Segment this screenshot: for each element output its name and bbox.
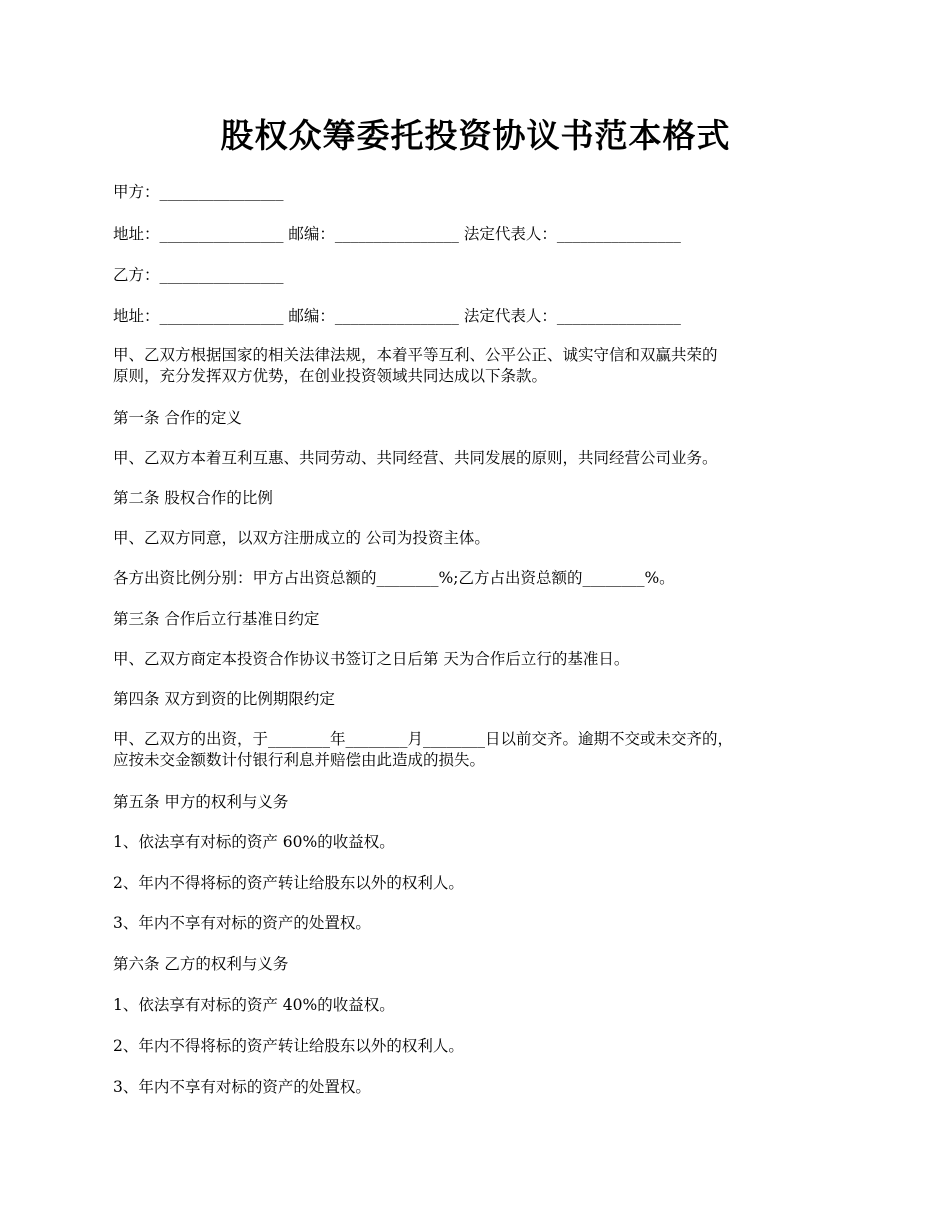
party-b-address-line: 地址：________________ 邮编：________________ 法定代表人：________________ bbox=[113, 307, 681, 325]
preamble-paragraph bbox=[113, 345, 853, 387]
article-2-heading: 第二条 股权合作的比例 bbox=[113, 489, 273, 507]
article-6-item-1: 1、依法享有对标的资产 40%的收益权。 bbox=[113, 996, 395, 1014]
article-1-text: 甲、乙双方本着互利互惠、共同劳动、共同经营、共同发展的原则，共同经营公司业务。 bbox=[113, 449, 718, 467]
article-5-item-1: 1、依法享有对标的资产 60%的收益权。 bbox=[113, 833, 395, 851]
party-b-line: 乙方：________________ bbox=[113, 266, 284, 284]
article-2-text-1: 甲、乙双方同意，以双方注册成立的 公司为投资主体。 bbox=[113, 529, 490, 547]
article-6-heading: 第六条 乙方的权利与义务 bbox=[113, 955, 289, 973]
preamble-line-1: 甲、乙双方根据国家的相关法律法规，本着平等互利、公平公正、诚实守信和双赢共荣的 bbox=[113, 346, 718, 364]
page-title: 股权众筹委托投资协议书范本格式 bbox=[220, 116, 731, 155]
article-4-line-1: 甲、乙双方的出资，于________年________月________日以前交齐。逾期不交或未交齐的， bbox=[113, 730, 734, 748]
article-1-heading: 第一条 合作的定义 bbox=[113, 409, 242, 427]
article-5-item-2: 2、年内不得将标的资产转让给股东以外的权利人。 bbox=[113, 874, 464, 892]
article-2-text-2: 各方出资比例分别：甲方占出资总额的________%;乙方占出资总额的________%。 bbox=[113, 569, 675, 587]
article-5-item-3: 3、年内不享有对标的资产的处置权。 bbox=[113, 914, 371, 932]
preamble-line-2: 原则，充分发挥双方优势，在创业投资领域共同达成以下条款。 bbox=[113, 367, 548, 385]
party-a-line: 甲方：________________ bbox=[113, 183, 284, 201]
article-4-paragraph bbox=[113, 729, 853, 771]
article-3-text: 甲、乙双方商定本投资合作协议书签订之日后第 天为合作后立行的基准日。 bbox=[113, 650, 630, 668]
article-5-heading: 第五条 甲方的权利与义务 bbox=[113, 793, 289, 811]
article-4-line-2: 应按未交金额数计付银行利息并赔偿由此造成的损失。 bbox=[113, 751, 486, 769]
article-3-heading: 第三条 合作后立行基准日约定 bbox=[113, 610, 320, 628]
party-a-address-line: 地址：________________ 邮编：________________ 法定代表人：________________ bbox=[113, 225, 681, 243]
article-6-item-3: 3、年内不享有对标的资产的处置权。 bbox=[113, 1078, 371, 1096]
article-6-item-2: 2、年内不得将标的资产转让给股东以外的权利人。 bbox=[113, 1037, 464, 1055]
article-4-heading: 第四条 双方到资的比例期限约定 bbox=[113, 690, 335, 708]
